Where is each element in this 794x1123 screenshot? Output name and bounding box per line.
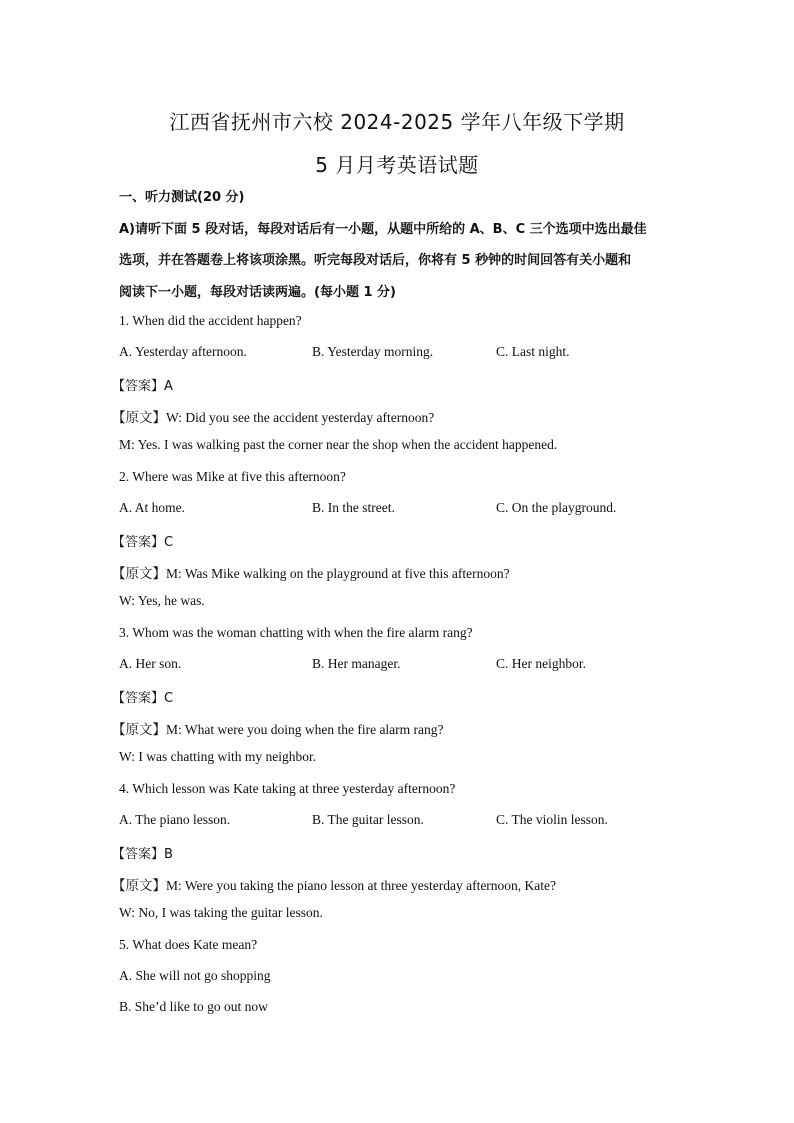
section-heading-listening: 一、听力测试(20 分) xyxy=(119,190,245,205)
document-title-line-1: 江西省抚州市六校 2024-2025 学年八年级下学期 xyxy=(169,110,625,134)
question-1-option-c: C. Last night. xyxy=(496,344,570,359)
question-2-script-line-2: W: Yes, he was. xyxy=(119,593,205,608)
instruction-line-1: A)请听下面 5 段对话，每段对话后有一小题，从题中所给的 A、B、C 三个选项中选出最佳 xyxy=(119,222,647,237)
question-1-script-line-2: M: Yes. I was walking past the corner near the shop when the accident happened. xyxy=(119,437,558,452)
question-2-option-a: A. At home. xyxy=(119,500,185,515)
question-4-script-line-2: W: No, I was taking the guitar lesson. xyxy=(119,905,323,920)
question-3-script-line-1: 【原文】M: What were you doing when the fire alarm rang? xyxy=(112,722,444,737)
instruction-line-2: 选项，并在答题卷上将该项涂黑。听完每段对话后，你将有 5 秒钟的时间回答有关小题和 xyxy=(119,253,632,268)
question-4-option-a: A. The piano lesson. xyxy=(119,812,231,827)
question-3-option-b: B. Her manager. xyxy=(312,656,401,671)
question-4-option-b: B. The guitar lesson. xyxy=(312,812,424,827)
question-3-option-c: C. Her neighbor. xyxy=(496,656,586,671)
question-4-script-line-1: 【原文】M: Were you taking the piano lesson at three yesterday afternoon, Kate? xyxy=(112,878,557,893)
question-3-answer: 【答案】C xyxy=(112,691,174,706)
question-2-stem: 2. Where was Mike at five this afternoon? xyxy=(119,469,346,484)
question-5-option-a: A. She will not go shopping xyxy=(119,968,271,983)
question-4-option-c: C. The violin lesson. xyxy=(496,812,608,827)
question-1-option-b: B. Yesterday morning. xyxy=(312,344,434,359)
question-4-answer: 【答案】B xyxy=(112,847,173,862)
document-title-line-2: 5 月月考英语试题 xyxy=(315,153,479,177)
question-1-stem: 1. When did the accident happen? xyxy=(119,313,302,328)
question-3-stem: 3. Whom was the woman chatting with when the fire alarm rang? xyxy=(119,625,473,640)
question-2-option-c: C. On the playground. xyxy=(496,500,617,515)
instruction-line-3: 阅读下一小题，每段对话读两遍。(每小题 1 分) xyxy=(119,285,396,300)
question-1-answer: 【答案】A xyxy=(112,379,173,394)
question-2-answer: 【答案】C xyxy=(112,535,174,550)
question-4-stem: 4. Which lesson was Kate taking at three yesterday afternoon? xyxy=(119,781,456,796)
question-5-option-b: B. She’d like to go out now xyxy=(119,999,268,1014)
question-5-stem: 5. What does Kate mean? xyxy=(119,937,258,952)
question-3-script-line-2: W: I was chatting with my neighbor. xyxy=(119,749,317,764)
question-2-script-line-1: 【原文】M: Was Mike walking on the playground at five this afternoon? xyxy=(112,566,510,581)
question-3-option-a: A. Her son. xyxy=(119,656,182,671)
question-2-option-b: B. In the street. xyxy=(312,500,395,515)
question-1-option-a: A. Yesterday afternoon. xyxy=(119,344,247,359)
question-1-script-line-1: 【原文】W: Did you see the accident yesterday afternoon? xyxy=(112,410,435,425)
